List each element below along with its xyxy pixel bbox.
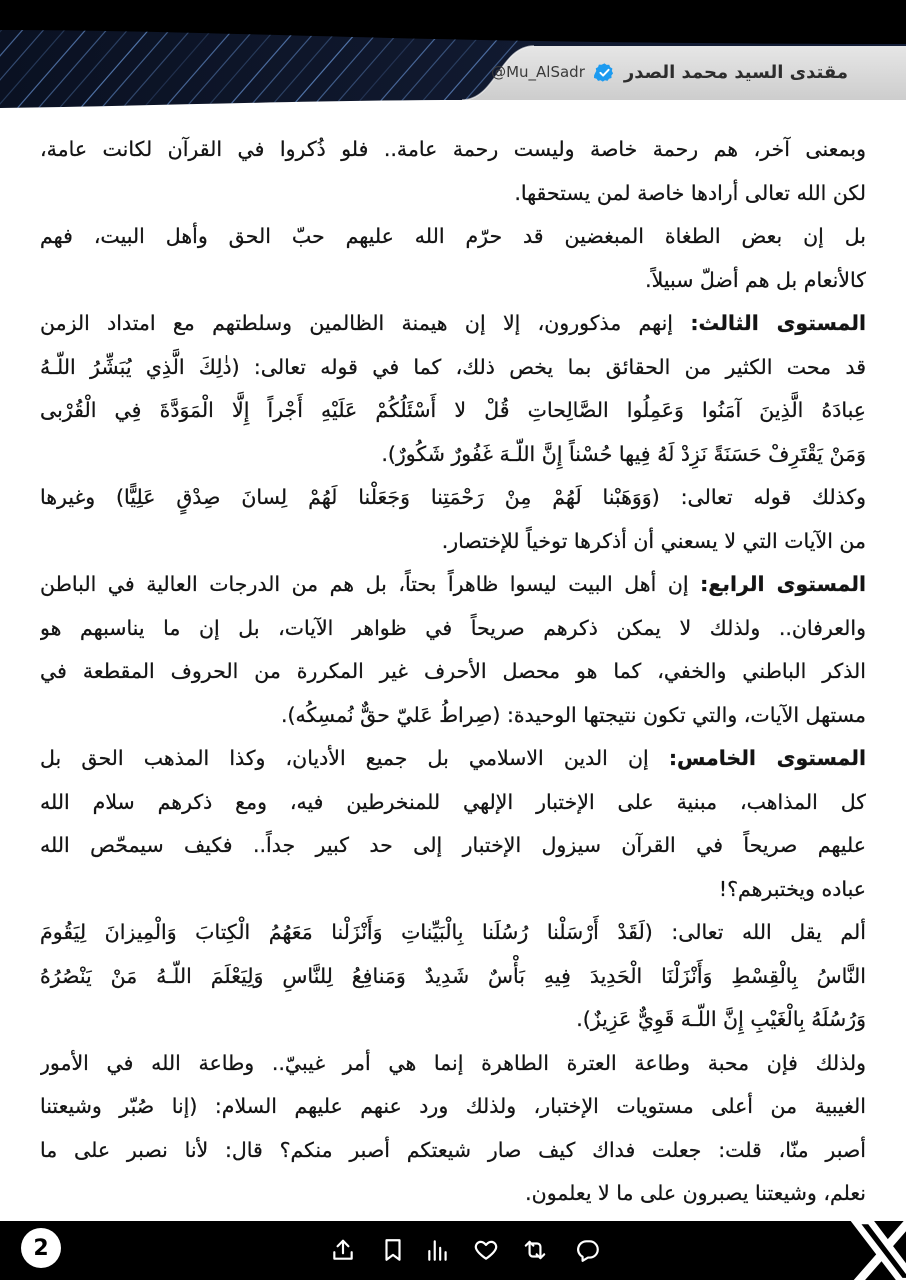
account-name: مقتدى السيد محمد الصدر: [623, 61, 848, 83]
text-line: ولذلك فإن محبة وطاعة العترة الطاهرة إنما هي أمر غيبيّ.. وطاعة الله في الأمور: [40, 1050, 866, 1075]
text-line: بل إن بعض الطغاة المبغضين قد حرّم الله عليهم حبّ الحق وأهل البيت، فهم: [40, 224, 866, 248]
repost-icon[interactable]: [522, 1237, 548, 1263]
paragraph: [40, 476, 866, 563]
line-text: إن الدين الاسلامي بل جميع الأديان، وكذا المذهب الحق بل: [40, 746, 649, 770]
text-line: كل المذاهب، مبنية على الإختبار الإلهي للمنخرطين فيه، ومع ذكرهم سلام الله: [40, 789, 866, 814]
like-icon[interactable]: [473, 1237, 499, 1263]
text-line: أصبر منّا، قلت: جعلت فداك كيف صار شيعتكم أصبر منكم؟ قال: لأنا نصبر على ما: [40, 1137, 866, 1162]
account-handle: @Mu_AlSadr: [491, 63, 585, 81]
text-line: [40, 563, 866, 607]
text-line: من الآيات التي لا يسعني أن أذكرها توخياً للإختصار.: [441, 528, 866, 553]
text-line: النَّاسُ بِالْقِسْطِ وَأَنْزَلْنَا الْحَدِيدَ فِيهِ بَأْسٌ شَدِيدٌ وَمَنافِعُ لِلنَّاسِ وَلِيَعْلَمَ اللّـهُ مَنْ يَنْصُرُهُ: [40, 963, 866, 988]
line-text: إنهم مذكورون، إلا إن هيمنة الظالمين وسلطتهم مع امتداد الزمن: [40, 311, 674, 335]
bookmark-icon[interactable]: [380, 1237, 406, 1263]
verified-badge-icon: [594, 62, 615, 83]
section-label: المستوى الخامس:: [668, 746, 866, 770]
stats-icon[interactable]: [425, 1237, 451, 1263]
paragraph: [40, 215, 866, 302]
page-number: 2: [21, 1228, 61, 1268]
text-line: مستهل الآيات، والتي تكون نتيجتها الوحيدة: (صِراطُ عَليّ حقٌّ نُمسِكُه).: [280, 702, 866, 727]
paragraph: [40, 1042, 866, 1216]
line-text: إن أهل البيت ليسوا ظاهراً بحتاً، بل هم من الدرجات العالية في الباطن: [40, 572, 689, 596]
paragraph: [40, 911, 866, 1042]
share-icon[interactable]: [330, 1237, 356, 1263]
paragraph-level-three: [40, 302, 866, 476]
text-line: نعلم، وشيعتنا يصبرون على ما لا يعلمون.: [525, 1181, 866, 1205]
section-label: المستوى الثالث:: [690, 311, 866, 335]
paragraph-level-four: [40, 563, 866, 737]
text-line: وبمعنى آخر، هم رحمة خاصة وليست رحمة عامة.. فلو ذُكروا في القرآن لكانت عامة،: [40, 137, 866, 161]
reply-icon[interactable]: [575, 1237, 601, 1263]
paragraph-level-five: [40, 737, 866, 911]
text-line: ألم يقل الله تعالى: (لَقَدْ أَرْسَلْنا رُسُلَنا بِالْبَيِّناتِ وَأَنْزَلْنا مَعَهُمُ الْكِتابَ وَالْمِيزانَ لِيَقُومَ: [40, 920, 866, 944]
text-line: وَمَنْ يَقْتَرِفْ حَسَنَةً نَزِدْ لَهُ فِيها حُسْناً إِنَّ اللّـهَ غَفُورٌ شَكُورٌ).: [381, 441, 866, 466]
text-line: قد محت الكثير من الحقائق بما يخص ذلك، كما في قوله تعالى: (ذٰلِكَ الَّذِي يُبَشِّرُ اللّـهُ: [40, 354, 866, 379]
text-line: [40, 302, 866, 346]
text-line: وَرُسُلَهُ بِالْغَيْبِ إِنَّ اللّـهَ قَوِيٌّ عَزِيزٌ).: [576, 1007, 866, 1031]
text-line: [40, 737, 866, 781]
text-line: عليهم صريحاً في القرآن سيزول الإختبار إلى حد كبير جداً.. فكيف سيمحّص الله: [40, 833, 866, 857]
text-line: لكن الله تعالى أرادها خاصة لمن يستحقها.: [514, 180, 866, 205]
paragraph: [40, 128, 866, 215]
text-line: الذكر الباطني والخفي، كما هو محصل الأحرف غير المكررة من الحروف المقطعة في: [40, 659, 866, 683]
text-line: والعرفان.. ولذلك لا يمكن ذكرهم صريحاً في ظواهر الآيات، بل إن ما يناسبهم هو: [40, 615, 866, 640]
footer-bar: [0, 1221, 906, 1280]
account-info: [491, 54, 848, 90]
text-line: وكذلك قوله تعالى: (وَوَهَبْنا لَهُمْ مِنْ رَحْمَتِنا وَجَعَلْنا لَهُمْ لِسانَ صِدْقٍ عَلِيًّا) وغيرها: [40, 485, 866, 509]
text-line: الغيبية من أعلى مستويات الإختبار، ولذلك ورد عنهم عليهم السلام: (إنا صُبّر وشيعتنا: [40, 1094, 866, 1118]
post-body: [40, 128, 866, 1216]
section-label: المستوى الرابع:: [700, 572, 866, 596]
text-line: عباده ويختبرهم؟!: [718, 876, 866, 901]
text-line: كالأنعام بل هم أضلّ سبيلاً.: [645, 267, 866, 292]
text-line: عِبادَهُ الَّذِينَ آمَنُوا وَعَمِلُوا الصَّالِحاتِ قُلْ لا أَسْئَلُكُمْ عَلَيْهِ أَجْراً إِلَّا الْمَوَدَّةَ فِي الْقُرْبى: [40, 398, 866, 422]
x-logo-icon: [846, 1221, 906, 1280]
